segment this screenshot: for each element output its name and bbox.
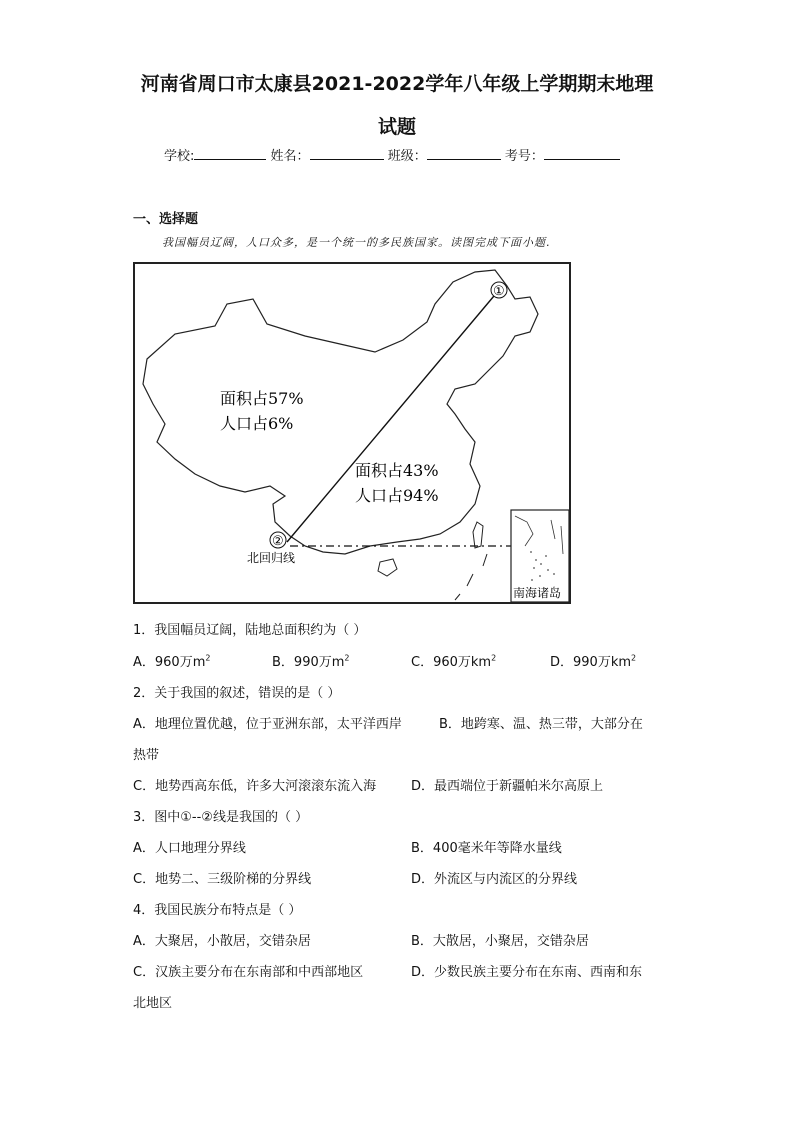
question-1-stem: 1．我国幅员辽阔，陆地总面积约为（ ） [133,623,367,638]
question-2-option-a[interactable]: A．地理位置优越，位于亚洲东部，太平洋西岸 [133,717,402,732]
tropic-label: 北回归线 [247,551,296,565]
section-title: 一、选择题 [133,212,199,227]
question-2-option-c[interactable]: C．地势西高东低，许多大河滚滚东流入海 [133,779,377,794]
question-1-option-a[interactable] [133,651,210,670]
q1-option-b-sup: 2 [344,653,350,663]
hainan-island [378,559,397,576]
china-map-svg [135,264,569,602]
class-field[interactable] [427,146,501,160]
page-title-line1: 河南省周口市太康县2021-2022学年八年级上学期期末地理 [140,73,654,95]
question-4-option-c[interactable]: C．汉族主要分布在东南部和中西部地区 [133,965,364,980]
question-1-option-d[interactable] [550,651,636,670]
question-2-option-b-continued[interactable]: 热带 [133,748,160,763]
number-label: 考号： [504,149,544,164]
china-map-figure [133,262,571,604]
west-population-label: 人口占6% [220,414,294,433]
question-3-stem: 3．图中①--②线是我国的（ ） [133,810,309,825]
point2-label: ② [272,534,284,549]
question-2-option-b[interactable]: B．地跨寒、温、热三带，大部分在 [439,717,643,732]
name-field[interactable] [310,146,384,160]
name-label: 姓名： [270,149,310,164]
taiwan-island [473,522,483,548]
question-4-option-a[interactable]: A．大聚居，小散居，交错杂居 [133,934,311,949]
question-1-option-c[interactable] [411,651,496,670]
number-field[interactable] [544,146,620,160]
q1-option-c-text: C．960万km [411,655,492,670]
q1-option-d-text: D．990万km [550,655,632,670]
question-3-option-c[interactable]: C．地势二、三级阶梯的分界线 [133,872,312,887]
sea-boundary-dashes [455,554,487,600]
q1-option-d-sup: 2 [631,653,637,663]
question-1-option-b[interactable] [272,651,350,670]
question-3-option-d[interactable]: D．外流区与内流区的分界线 [411,872,578,887]
question-3-option-b[interactable]: B．400毫米年等降水量线 [411,841,562,856]
question-4-option-d[interactable]: D．少数民族主要分布在东南、西南和东 [411,965,643,980]
east-area-label: 面积占43% [355,461,439,480]
china-outline [143,270,538,554]
point1-label: ① [493,284,505,299]
student-info-line [164,145,620,164]
q1-option-a-sup: 2 [205,653,211,663]
page-title-line2: 试题 [377,116,416,138]
west-area-label: 面积占57% [220,389,304,408]
inset-label: 南海诸岛 [513,586,562,600]
class-label: 班级： [387,149,427,164]
east-population-label: 人口占94% [355,486,439,505]
question-2-stem: 2．关于我国的叙述，错误的是（ ） [133,686,341,701]
q1-option-b-text: B．990万m [272,655,345,670]
question-3-option-a[interactable]: A．人口地理分界线 [133,841,246,856]
q1-option-a-text: A．960万m [133,655,206,670]
question-4-option-b[interactable]: B．大散居，小聚居，交错杂居 [411,934,589,949]
question-intro: 我国幅员辽阔，人口众多，是一个统一的多民族国家。读图完成下面小题. [162,236,551,249]
question-2-option-d[interactable]: D．最西端位于新疆帕米尔高原上 [411,779,604,794]
question-4-option-d-continued[interactable]: 北地区 [133,996,173,1011]
school-field[interactable] [194,146,266,160]
question-4-stem: 4．我国民族分布特点是（ ） [133,903,302,918]
q1-option-c-sup: 2 [491,653,497,663]
school-label: 学校: [164,149,195,164]
